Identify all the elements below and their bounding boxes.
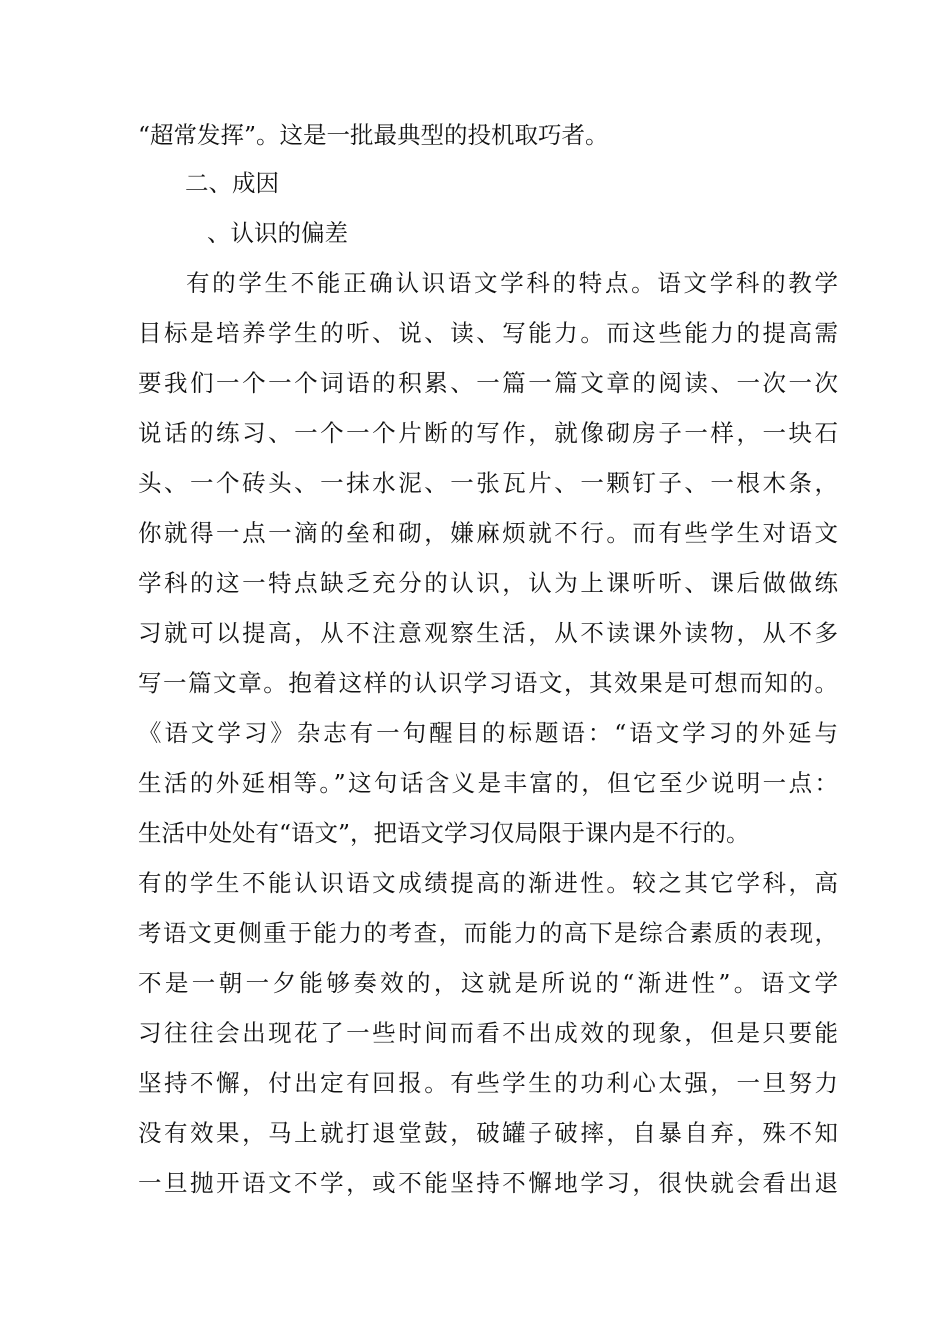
paragraph-line: 习就可以提高，从不注意观察生活，从不读课外读物，从不多 — [138, 619, 838, 647]
paragraph-line: 生活中处处有“语文”，把语文学习仅局限于课内是不行的。 — [138, 819, 750, 847]
paragraph-line: 写一篇文章。抱着这样的认识学习语文，其效果是可想而知的。 — [138, 669, 838, 697]
paragraph-line: 生活的外延相等。”这句话含义是丰富的，但它至少说明一点： — [138, 769, 838, 797]
paragraph-line: 头、一个砖头、一抹水泥、一张瓦片、一颗钉子、一根木条， — [138, 469, 838, 497]
section-heading: 二、成因 — [185, 169, 279, 197]
paragraph-line: 不是一朝一夕能够奏效的，这就是所说的“渐进性”。语文学 — [138, 969, 838, 997]
paragraph-line: 习往往会出现花了一些时间而看不出成效的现象，但是只要能 — [138, 1019, 838, 1047]
paragraph-line: 有的学生不能认识语文成绩提高的渐进性。较之其它学科，高 — [138, 869, 838, 897]
paragraph-line: 没有效果，马上就打退堂鼓，破罐子破摔，自暴自弃，殊不知 — [138, 1119, 838, 1147]
text-line: “超常发挥”。这是一批最典型的投机取巧者。 — [138, 121, 609, 149]
subsection-heading: 、认识的偏差 — [207, 219, 348, 247]
paragraph-line: 一旦抛开语文不学，或不能坚持不懈地学习，很快就会看出退 — [138, 1169, 838, 1197]
paragraph-line: 《语文学习》杂志有一句醒目的标题语：“语文学习的外延与 — [138, 719, 838, 747]
paragraph-line: 有的学生不能正确认识语文学科的特点。语文学科的教学 — [186, 269, 838, 297]
paragraph-line: 考语文更侧重于能力的考查，而能力的高下是综合素质的表现， — [138, 919, 838, 947]
paragraph-line: 你就得一点一滴的垒和砌，嫌麻烦就不行。而有些学生对语文 — [138, 519, 838, 547]
paragraph-line: 坚持不懈，付出定有回报。有些学生的功利心太强，一旦努力 — [138, 1069, 838, 1097]
paragraph-line: 说话的练习、一个一个片断的写作，就像砌房子一样，一块石 — [138, 419, 838, 447]
paragraph-line: 学科的这一特点缺乏充分的认识，认为上课听听、课后做做练 — [138, 569, 838, 597]
paragraph-line: 目标是培养学生的听、说、读、写能力。而这些能力的提高需 — [138, 319, 838, 347]
paragraph-line: 要我们一个一个词语的积累、一篇一篇文章的阅读、一次一次 — [138, 369, 838, 397]
